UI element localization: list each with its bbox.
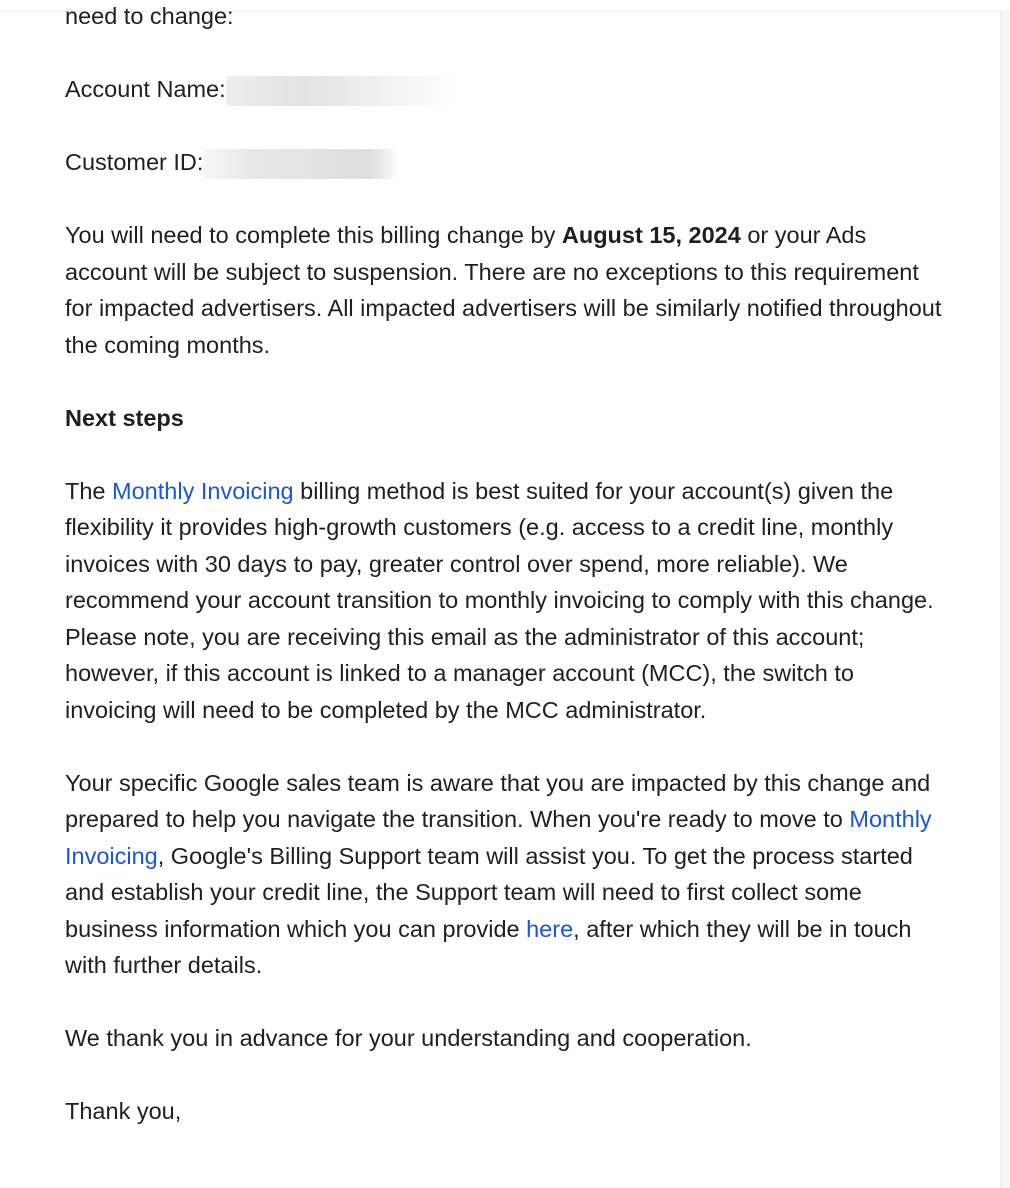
sales-team-paragraph [65,765,945,984]
bottom-fade [0,1160,1000,1188]
customer-id-label: Customer ID: [65,149,204,175]
email-body [65,0,945,1130]
monthly-invoicing-link-2[interactable]: Monthly Invoicing [65,806,932,869]
customer-id-redacted [203,149,398,179]
account-name-row [65,71,945,108]
deadline-text-before: You will need to complete this billing change by [65,222,562,248]
next-steps-heading: Next steps [65,404,184,431]
here-link[interactable]: here [526,915,574,942]
monthly-text-after: billing method is best suited for your account(s) given the flexibility it provides high-growth customers (e.g. access to a credit line, monthly invoices with 30 days to pay, greater control over spend, more reliable). We recommend your account transition to monthly invoicing to comply with this change. Please note, you are receiving this email as the administrator of this account; however, if this account is linked to a manager account (MCC), the switch to invoicing will need to be completed by the MCC administrator. [65,477,934,723]
sales-text-1: Your specific Google sales team is aware that you are impacted by this change and prepared to help you navigate the transition. When you're ready to move to [65,769,931,832]
scrollbar-track[interactable] [1000,12,1010,1188]
account-name-redacted [226,76,451,106]
sales-text-3: , after which they will be in touch with further details. [65,915,912,978]
thanks-paragraph: We thank you in advance for your understanding and cooperation. [65,1025,752,1051]
deadline-text-after: or your Ads account will be subject to suspension. There are no exceptions to this requirement for impacted advertisers. All impacted advertisers will be similarly notified throughout the coming months. [65,222,942,358]
sales-text-2: , Google's Billing Support team will assist you. To get the process started and establish your credit line, the Support team will need to first collect some business information which you can provide [65,842,913,942]
monthly-text-before: The [65,477,113,504]
monthly-invoicing-link[interactable]: Monthly Invoicing [112,477,294,504]
customer-id-row [65,144,945,181]
intro-tail: need to change: [65,3,234,29]
account-name-label: Account Name: [65,76,226,102]
signoff: Thank you, [65,1098,182,1124]
monthly-invoicing-paragraph [65,473,945,729]
deadline-date: August 15, 2024 [561,222,741,248]
deadline-paragraph [65,217,945,363]
